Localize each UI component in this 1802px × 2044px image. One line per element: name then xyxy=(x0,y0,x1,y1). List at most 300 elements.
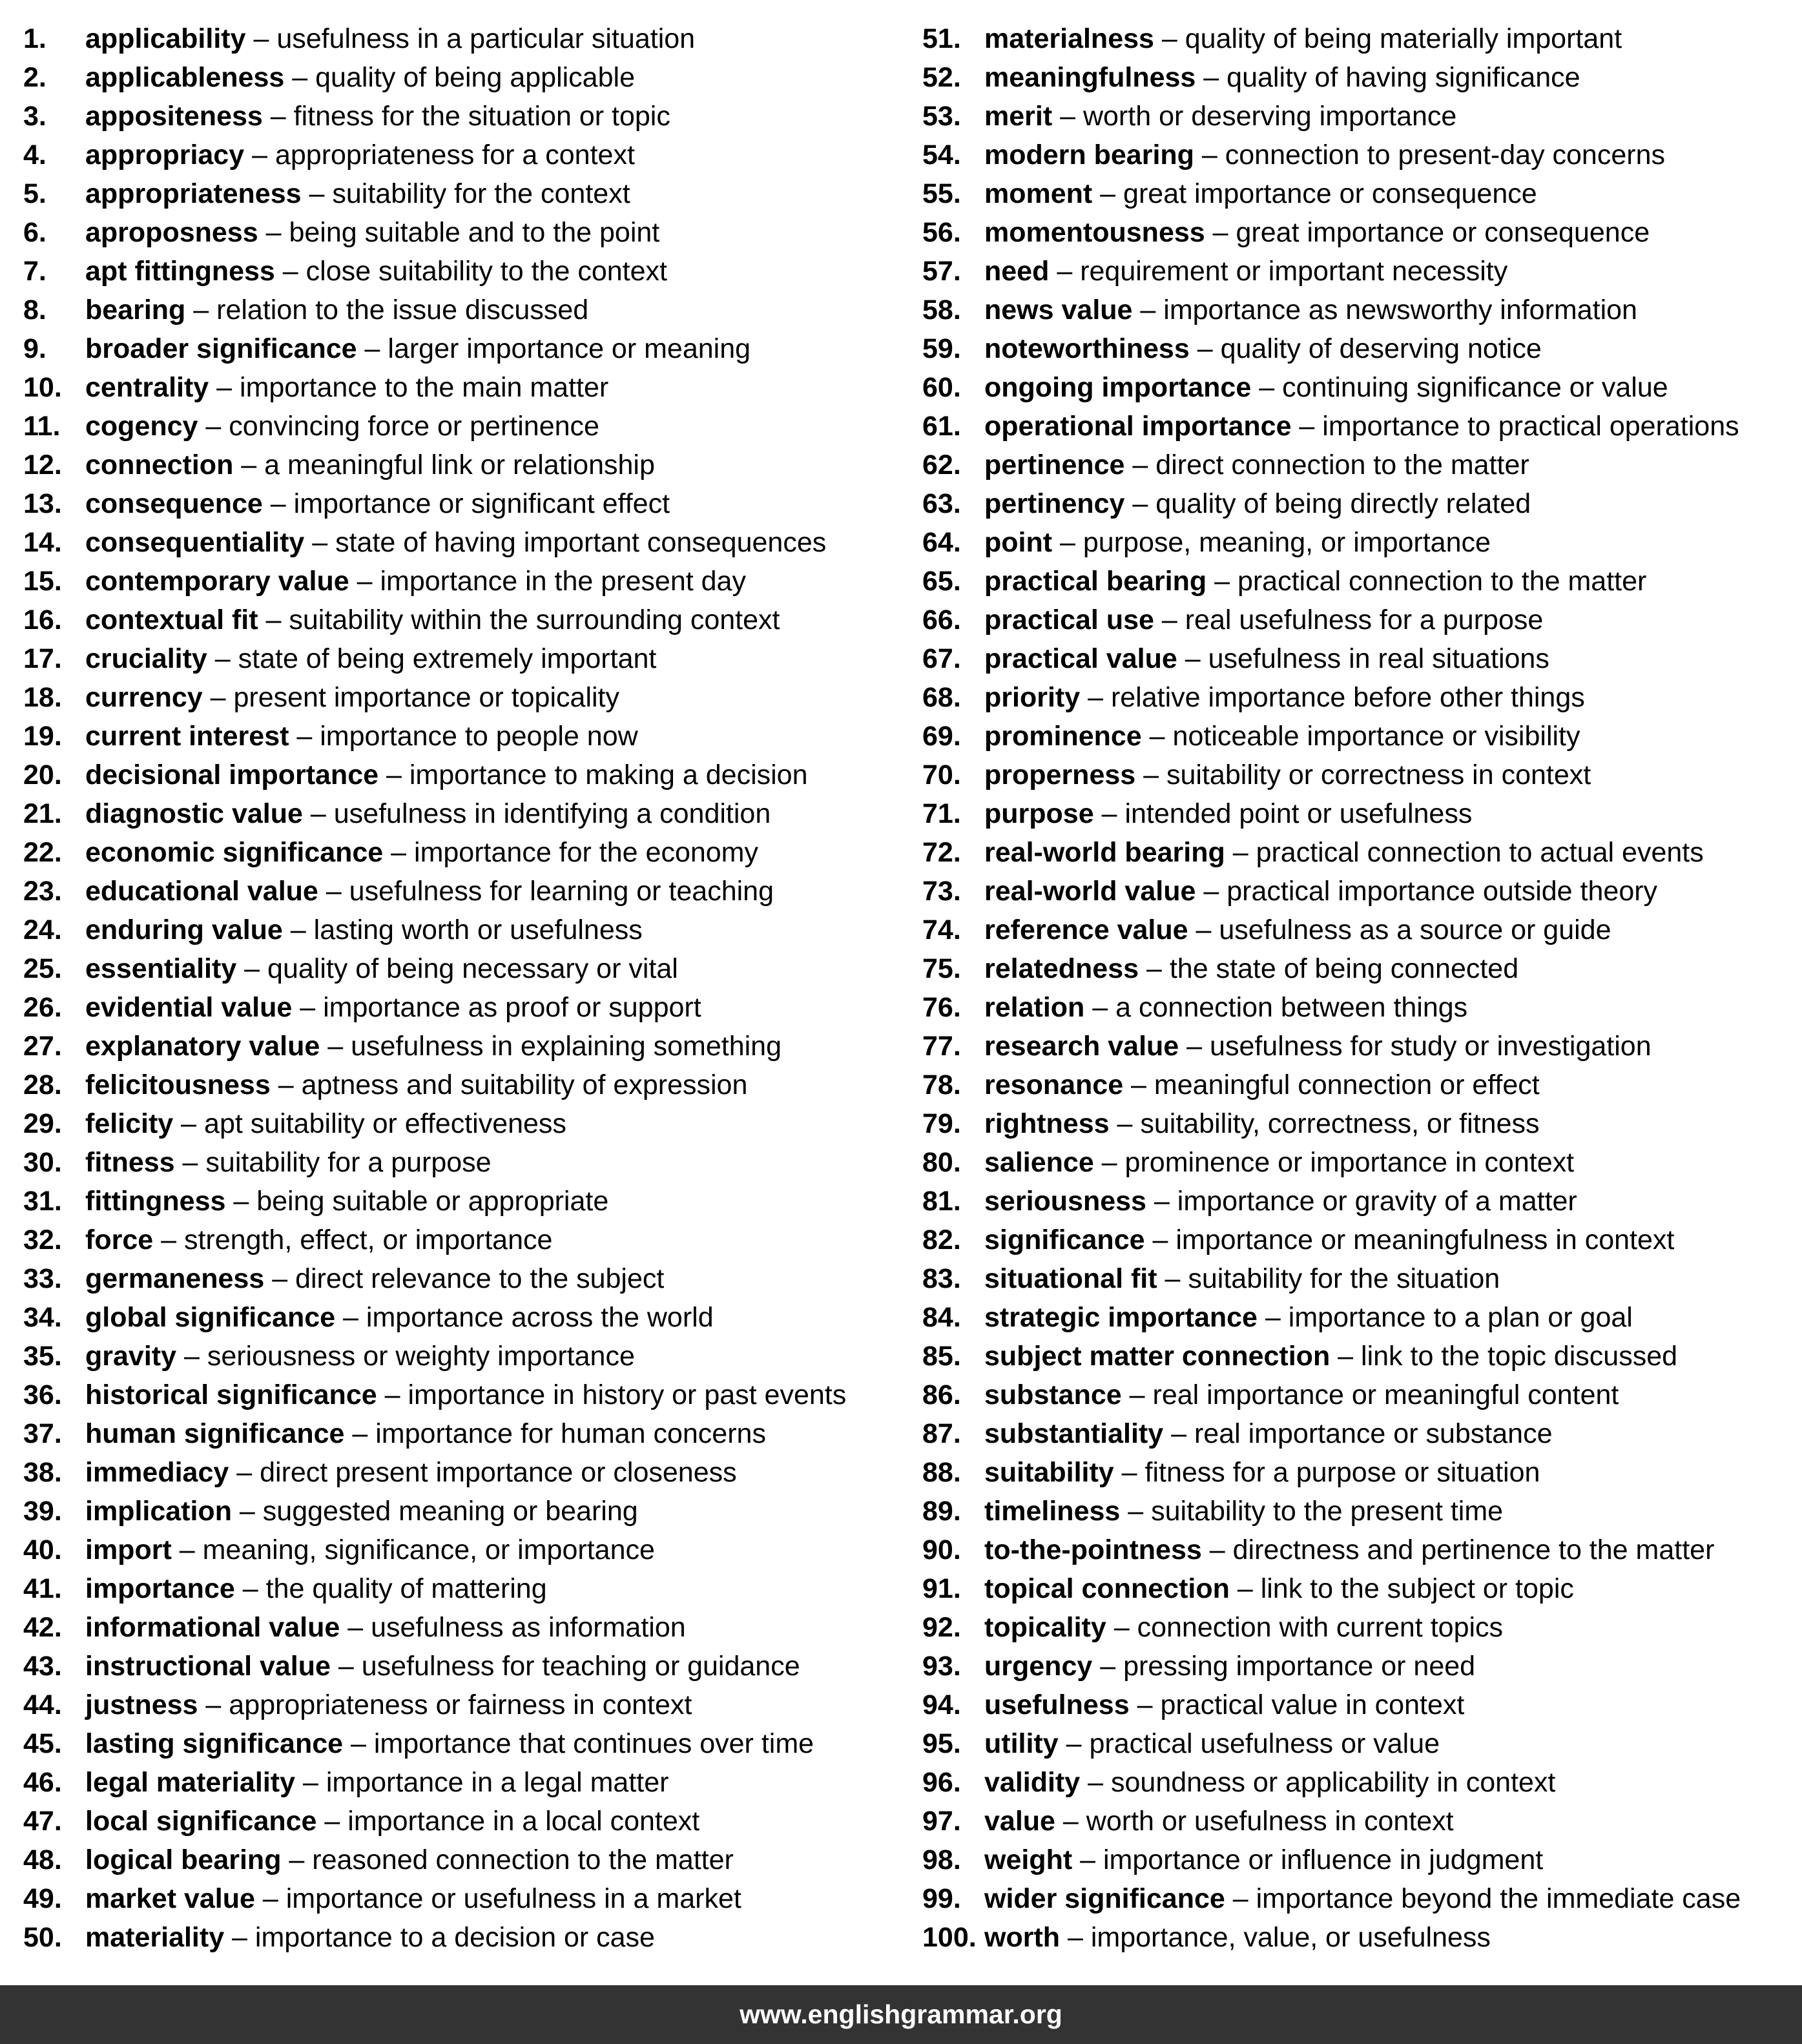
item-term: seriousness xyxy=(984,1186,1146,1217)
item-definition: intended point or usefulness xyxy=(1124,798,1473,829)
item-term: currency xyxy=(85,682,203,713)
item-separator: – xyxy=(258,604,289,635)
item-number: 2. xyxy=(23,62,47,93)
item-number: 67. xyxy=(922,643,961,674)
item-number: 23. xyxy=(23,876,62,907)
item-separator: – xyxy=(1084,992,1116,1023)
item-number: 19. xyxy=(23,721,62,752)
item-separator: – xyxy=(174,1147,206,1178)
item-definition: relative importance before other things xyxy=(1110,682,1585,713)
item-text xyxy=(85,1376,846,1414)
item-number: 40. xyxy=(23,1534,62,1565)
item-text xyxy=(984,1376,1619,1414)
item-text xyxy=(85,1531,655,1569)
item-definition: suitability to the present time xyxy=(1151,1496,1504,1527)
item-term: applicableness xyxy=(85,62,285,93)
item-separator: – xyxy=(1129,1689,1161,1720)
item-separator: – xyxy=(1093,1147,1125,1178)
item-separator: – xyxy=(207,643,238,674)
item-separator: – xyxy=(1080,682,1111,713)
item-term: implication xyxy=(85,1496,232,1527)
item-definition: usefulness in explaining something xyxy=(351,1031,782,1062)
list-item xyxy=(23,1337,908,1376)
item-definition: appropriateness or fairness in context xyxy=(229,1689,692,1720)
list-item xyxy=(23,1879,908,1918)
item-term: force xyxy=(85,1224,154,1255)
item-definition: present importance or topicality xyxy=(233,682,619,713)
item-term: usefulness xyxy=(984,1689,1130,1720)
item-term: significance xyxy=(984,1224,1145,1255)
list-item xyxy=(23,601,908,639)
item-separator: – xyxy=(1052,101,1083,132)
item-number: 32. xyxy=(23,1224,62,1255)
list-item xyxy=(922,1531,1788,1569)
list-item xyxy=(922,911,1788,949)
item-separator: – xyxy=(264,1263,296,1294)
item-definition: quality of being applicable xyxy=(315,62,635,93)
item-definition: suitability for the context xyxy=(332,178,630,209)
item-term: consequence xyxy=(85,488,263,519)
item-text xyxy=(984,1724,1440,1763)
item-definition: the quality of mattering xyxy=(265,1573,547,1604)
item-separator: – xyxy=(304,527,336,558)
item-text xyxy=(85,1453,737,1492)
item-number: 8. xyxy=(23,294,47,325)
list-item xyxy=(922,407,1788,446)
list-item xyxy=(922,1841,1788,1879)
item-term: relatedness xyxy=(984,953,1139,984)
item-separator: – xyxy=(254,1883,286,1914)
list-item xyxy=(922,484,1788,523)
item-number: 31. xyxy=(23,1186,62,1217)
item-number: 48. xyxy=(23,1844,62,1875)
item-text xyxy=(984,1686,1464,1724)
item-text xyxy=(984,1569,1574,1608)
item-text xyxy=(984,1414,1553,1453)
list-item xyxy=(922,19,1788,58)
item-number: 84. xyxy=(922,1302,961,1333)
item-definition: lasting worth or usefulness xyxy=(313,914,643,945)
item-text xyxy=(85,1569,547,1608)
item-number: 98. xyxy=(922,1844,961,1875)
item-number: 17. xyxy=(23,643,62,674)
item-term: salience xyxy=(984,1147,1094,1178)
item-text xyxy=(85,872,774,911)
item-separator: – xyxy=(233,449,265,480)
list-item xyxy=(922,1647,1788,1686)
item-term: gravity xyxy=(85,1341,177,1372)
item-number: 7. xyxy=(23,256,47,287)
item-definition: importance for the economy xyxy=(414,837,759,868)
item-number: 87. xyxy=(922,1418,961,1449)
item-separator: – xyxy=(171,1534,203,1565)
item-text xyxy=(85,1259,664,1298)
item-separator: – xyxy=(281,1844,313,1875)
item-text xyxy=(85,1841,734,1879)
item-number: 66. xyxy=(922,604,961,635)
item-text xyxy=(85,988,701,1027)
item-text xyxy=(984,1337,1677,1376)
list-item xyxy=(23,174,908,213)
item-text xyxy=(984,368,1668,407)
list-item xyxy=(922,678,1788,717)
item-separator: – xyxy=(292,992,324,1023)
list-item xyxy=(23,291,908,329)
list-item xyxy=(23,1841,908,1879)
item-number: 94. xyxy=(922,1689,961,1720)
item-term: appropriacy xyxy=(85,139,245,170)
item-text xyxy=(984,1841,1543,1879)
item-text xyxy=(984,562,1646,601)
list-item xyxy=(23,1259,908,1298)
item-separator: – xyxy=(262,488,294,519)
item-definition: real importance or substance xyxy=(1194,1418,1553,1449)
list-item xyxy=(23,949,908,988)
item-number: 25. xyxy=(23,953,62,984)
list-item xyxy=(922,1686,1788,1724)
item-text xyxy=(85,1918,655,1957)
list-item xyxy=(23,329,908,368)
item-number: 14. xyxy=(23,527,62,558)
item-definition: importance or meaningfulness in context xyxy=(1175,1224,1675,1255)
item-term: purpose xyxy=(984,798,1094,829)
item-separator: – xyxy=(1132,294,1164,325)
item-term: moment xyxy=(984,178,1093,209)
item-term: educational value xyxy=(85,876,318,907)
item-definition: suitability for the situation xyxy=(1188,1263,1500,1294)
item-separator: – xyxy=(1196,62,1227,93)
item-separator: – xyxy=(245,23,277,54)
item-definition: usefulness for teaching or guidance xyxy=(361,1651,800,1682)
item-text xyxy=(85,1182,608,1221)
item-definition: direct connection to the matter xyxy=(1155,449,1529,480)
item-term: evidential value xyxy=(85,992,293,1023)
list-item xyxy=(23,678,908,717)
item-separator: – xyxy=(289,721,320,752)
item-term: pertinency xyxy=(984,488,1125,519)
item-text xyxy=(85,1879,741,1918)
item-separator: – xyxy=(318,876,349,907)
list-item xyxy=(922,872,1788,911)
item-number: 57. xyxy=(922,256,961,287)
item-text xyxy=(984,639,1549,678)
item-separator: – xyxy=(1144,1224,1176,1255)
list-item xyxy=(922,291,1788,329)
item-number: 53. xyxy=(922,101,961,132)
item-definition: state of having important consequences xyxy=(335,527,827,558)
item-separator: – xyxy=(284,62,316,93)
item-definition: practical connection to actual events xyxy=(1256,837,1704,868)
item-number: 9. xyxy=(23,333,47,364)
list-item xyxy=(922,988,1788,1027)
item-definition: quality of being materially important xyxy=(1185,23,1622,54)
item-definition: suitability for a purpose xyxy=(205,1147,492,1178)
item-term: value xyxy=(984,1806,1055,1837)
item-term: human significance xyxy=(85,1418,345,1449)
item-term: practical use xyxy=(984,604,1154,635)
item-text xyxy=(984,174,1537,213)
item-definition: relation to the issue discussed xyxy=(216,294,589,325)
item-definition: practical usefulness or value xyxy=(1089,1728,1440,1759)
item-term: market value xyxy=(85,1883,255,1914)
item-number: 28. xyxy=(23,1069,62,1100)
list-item xyxy=(23,988,908,1027)
item-definition: importance in a legal matter xyxy=(326,1767,669,1798)
item-number: 36. xyxy=(23,1379,62,1410)
list-item xyxy=(23,1221,908,1259)
item-separator: – xyxy=(153,1224,184,1255)
item-term: bearing xyxy=(85,294,186,325)
list-item xyxy=(23,1066,908,1104)
item-text xyxy=(984,717,1580,756)
item-number: 30. xyxy=(23,1147,62,1178)
item-text xyxy=(85,1104,566,1143)
item-text xyxy=(984,329,1542,368)
item-definition: link to the topic discussed xyxy=(1361,1341,1678,1372)
item-definition: usefulness for study or investigation xyxy=(1210,1031,1652,1062)
item-number: 97. xyxy=(922,1806,961,1837)
item-term: instructional value xyxy=(85,1651,331,1682)
item-separator: – xyxy=(262,101,294,132)
item-separator: – xyxy=(1106,1612,1137,1643)
item-definition: quality of having significance xyxy=(1227,62,1580,93)
item-number: 61. xyxy=(922,411,961,442)
word-list-column-left xyxy=(23,19,908,1957)
item-text xyxy=(984,1608,1503,1647)
list-item xyxy=(23,1763,908,1802)
item-number: 51. xyxy=(922,23,961,54)
item-definition: reasoned connection to the matter xyxy=(312,1844,734,1875)
item-term: need xyxy=(984,256,1050,287)
item-term: fitness xyxy=(85,1147,175,1178)
item-term: fittingness xyxy=(85,1186,226,1217)
item-definition: importance to a decision or case xyxy=(254,1922,655,1953)
item-term: resonance xyxy=(984,1069,1124,1100)
list-item xyxy=(23,1376,908,1414)
item-term: weight xyxy=(984,1844,1073,1875)
list-item xyxy=(23,1104,908,1143)
list-item xyxy=(922,213,1788,252)
item-definition: usefulness in a particular situation xyxy=(276,23,696,54)
item-separator: – xyxy=(244,139,275,170)
item-number: 34. xyxy=(23,1302,62,1333)
list-item xyxy=(23,1531,908,1569)
item-number: 68. xyxy=(922,682,961,713)
item-term: momentousness xyxy=(984,217,1205,248)
item-number: 43. xyxy=(23,1651,62,1682)
item-definition: importance or significant effect xyxy=(293,488,670,519)
item-separator: – xyxy=(274,256,306,287)
item-definition: importance across the world xyxy=(366,1302,714,1333)
list-item xyxy=(922,1337,1788,1376)
item-text xyxy=(984,601,1543,639)
list-item xyxy=(922,1453,1788,1492)
item-number: 78. xyxy=(922,1069,961,1100)
item-text xyxy=(984,523,1491,562)
item-term: practical bearing xyxy=(984,566,1207,597)
list-item xyxy=(922,252,1788,291)
item-definition: being suitable or appropriate xyxy=(256,1186,609,1217)
item-text xyxy=(85,523,826,562)
list-item xyxy=(922,174,1788,213)
item-term: importance xyxy=(85,1573,235,1604)
item-separator: – xyxy=(198,1689,229,1720)
item-number: 11. xyxy=(23,411,61,442)
item-separator: – xyxy=(1229,1573,1261,1604)
item-term: essentiality xyxy=(85,953,237,984)
item-text xyxy=(85,1763,668,1802)
item-definition: importance that continues over time xyxy=(373,1728,814,1759)
item-text xyxy=(984,1918,1491,1957)
item-number: 85. xyxy=(922,1341,961,1372)
item-number: 5. xyxy=(23,178,47,209)
item-separator: – xyxy=(330,1651,362,1682)
item-text xyxy=(85,1143,492,1182)
item-definition: importance in the present day xyxy=(380,566,746,597)
list-item xyxy=(23,213,908,252)
item-text xyxy=(984,1531,1714,1569)
item-separator: – xyxy=(202,682,234,713)
list-item xyxy=(922,756,1788,794)
item-number: 86. xyxy=(922,1379,961,1410)
item-definition: continuing significance or value xyxy=(1282,372,1668,403)
item-definition: purpose, meaning, or importance xyxy=(1082,527,1491,558)
item-number: 12. xyxy=(23,449,62,480)
item-definition: suggested meaning or bearing xyxy=(262,1496,638,1527)
item-separator: – xyxy=(1207,566,1238,597)
item-number: 52. xyxy=(922,62,961,93)
item-term: felicity xyxy=(85,1108,174,1139)
item-text xyxy=(85,949,678,988)
item-definition: importance to people now xyxy=(320,721,638,752)
list-item xyxy=(23,1298,908,1337)
item-separator: – xyxy=(1154,604,1185,635)
item-number: 3. xyxy=(23,101,47,132)
item-number: 64. xyxy=(922,527,961,558)
item-definition: usefulness in identifying a condition xyxy=(333,798,771,829)
list-item xyxy=(922,1879,1788,1918)
item-separator: – xyxy=(1135,759,1167,790)
item-text xyxy=(984,949,1518,988)
item-separator: – xyxy=(1124,488,1156,519)
item-number: 79. xyxy=(922,1108,961,1139)
item-term: materialness xyxy=(984,23,1154,54)
list-item xyxy=(922,717,1788,756)
item-text xyxy=(984,1647,1475,1686)
item-term: aproposness xyxy=(85,217,258,248)
item-separator: – xyxy=(258,217,289,248)
item-term: substantiality xyxy=(984,1418,1164,1449)
list-item xyxy=(23,523,908,562)
item-definition: importance or gravity of a matter xyxy=(1177,1186,1577,1217)
item-number: 81. xyxy=(922,1186,961,1217)
item-number: 45. xyxy=(23,1728,62,1759)
item-text xyxy=(984,19,1622,58)
item-definition: suitability, correctness, or fitness xyxy=(1140,1108,1540,1139)
item-definition: noticeable importance or visibility xyxy=(1172,721,1580,752)
item-text xyxy=(984,407,1739,446)
item-term: reference value xyxy=(984,914,1188,945)
item-text xyxy=(984,794,1472,833)
list-item xyxy=(23,911,908,949)
item-text xyxy=(85,678,619,717)
item-definition: aptness and suitability of expression xyxy=(301,1069,748,1100)
item-term: merit xyxy=(984,101,1053,132)
item-number: 1. xyxy=(23,23,47,54)
item-text xyxy=(984,1066,1540,1104)
list-item xyxy=(922,601,1788,639)
item-definition: importance to a plan or goal xyxy=(1288,1302,1633,1333)
item-text xyxy=(984,1763,1555,1802)
item-term: enduring value xyxy=(85,914,283,945)
item-definition: quality of being necessary or vital xyxy=(267,953,678,984)
item-separator: – xyxy=(1072,1844,1103,1875)
item-definition: direct relevance to the subject xyxy=(295,1263,665,1294)
item-separator: – xyxy=(1188,914,1219,945)
item-separator: – xyxy=(301,178,333,209)
item-text xyxy=(984,678,1585,717)
item-term: modern bearing xyxy=(984,139,1194,170)
item-number: 20. xyxy=(23,759,62,790)
item-separator: – xyxy=(198,411,229,442)
item-definition: great importance or consequence xyxy=(1123,178,1537,209)
list-item xyxy=(922,329,1788,368)
item-separator: – xyxy=(320,1031,351,1062)
list-item xyxy=(922,639,1788,678)
list-item xyxy=(922,1918,1788,1957)
list-item xyxy=(922,1027,1788,1066)
list-item xyxy=(23,368,908,407)
item-separator: – xyxy=(209,372,240,403)
item-term: timeliness xyxy=(984,1496,1121,1527)
item-text xyxy=(85,446,655,484)
item-term: subject matter connection xyxy=(984,1341,1331,1372)
item-term: topicality xyxy=(984,1612,1106,1643)
item-term: relation xyxy=(984,992,1085,1023)
item-number: 75. xyxy=(922,953,961,984)
item-separator: – xyxy=(1058,1728,1090,1759)
item-separator: – xyxy=(1093,798,1125,829)
item-separator: – xyxy=(1109,1108,1141,1139)
item-separator: – xyxy=(344,1418,376,1449)
item-definition: a connection between things xyxy=(1115,992,1468,1023)
item-number: 77. xyxy=(922,1031,961,1062)
item-term: suitability xyxy=(984,1457,1114,1488)
list-item xyxy=(922,833,1788,872)
item-text xyxy=(85,601,780,639)
footer-website-link[interactable]: www.englishgrammar.org xyxy=(740,1999,1062,2029)
item-term: ongoing importance xyxy=(984,372,1252,403)
list-item xyxy=(922,368,1788,407)
item-number: 49. xyxy=(23,1883,62,1914)
item-number: 60. xyxy=(922,372,961,403)
item-text xyxy=(85,19,695,58)
item-definition: strength, effect, or importance xyxy=(183,1224,553,1255)
item-definition: practical importance outside theory xyxy=(1227,876,1658,907)
item-term: lasting significance xyxy=(85,1728,344,1759)
item-term: diagnostic value xyxy=(85,798,303,829)
item-number: 63. xyxy=(922,488,961,519)
item-definition: great importance or consequence xyxy=(1236,217,1650,248)
list-item xyxy=(922,1492,1788,1531)
item-text xyxy=(984,1027,1652,1066)
item-number: 50. xyxy=(23,1922,62,1953)
list-item xyxy=(23,1918,908,1957)
item-definition: directness and pertinence to the matter xyxy=(1232,1534,1715,1565)
item-text xyxy=(85,1802,699,1841)
item-definition: importance beyond the immediate case xyxy=(1256,1883,1741,1914)
item-number: 69. xyxy=(922,721,961,752)
